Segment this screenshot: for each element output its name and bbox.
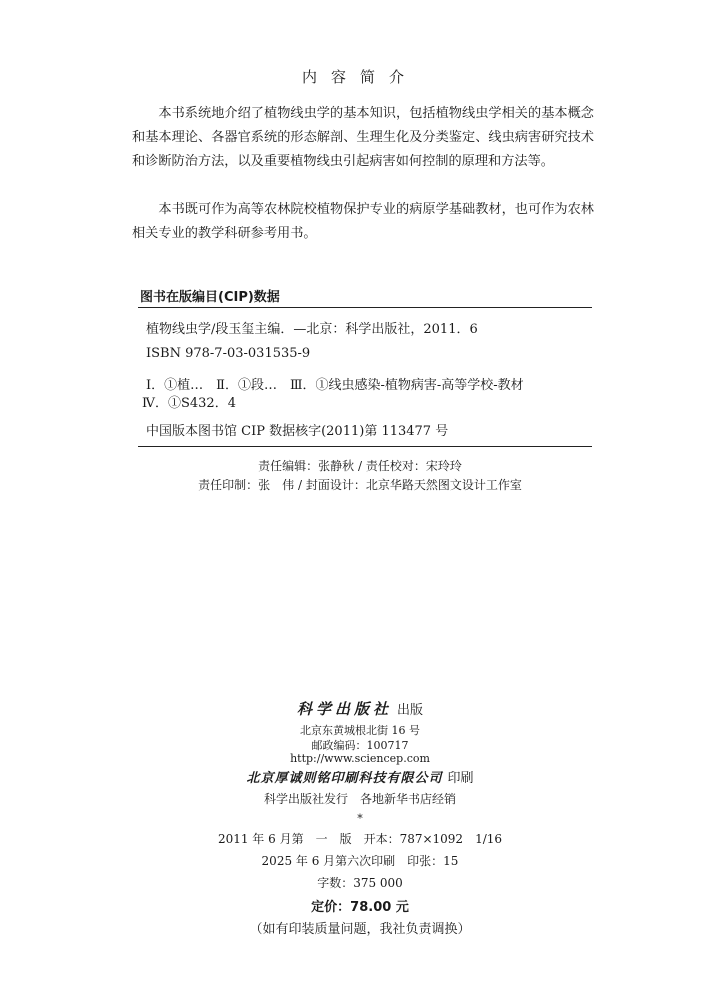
price: 定价：78.00 元 [311, 900, 409, 915]
cip-isbn: ISBN 978-7-03-031535-9 [146, 346, 311, 361]
publisher-name: 科学出版社 [296, 700, 392, 718]
publisher-action: 出版 [397, 703, 424, 718]
cip-heading: 图书在版编目(CIP)数据 [140, 290, 280, 305]
credits-line-2: 责任印制：张 伟 / 封面设计：北京华路天然图文设计工作室 [198, 478, 522, 492]
cip-title-line: 植物线虫学/段玉玺主编．—北京：科学出版社，2011．6 [146, 322, 478, 337]
publisher-postcode: 邮政编码：100717 [311, 739, 409, 752]
publisher-url: http://www.sciencep.com [290, 752, 430, 765]
intro-title: 内容简介 [301, 68, 418, 86]
cip-classification-1: Ⅰ．①植… Ⅱ．①段… Ⅲ．①线虫感染-植物病害-高等学校-教材 [146, 378, 524, 393]
edition-info: 2011 年 6 月第 一 版 开本：787×1092 1/16 [217, 832, 503, 846]
printer-name: 北京厚诚则铭印刷科技有限公司 [246, 771, 443, 786]
printer-line [0, 767, 720, 786]
printing-info: 2025 年 6 月第六次印刷 印张：15 [261, 854, 459, 868]
credits-line-1: 责任编辑：张静秋 / 责任校对：宋玲玲 [258, 459, 462, 473]
publisher-address: 北京东黄城根北街 16 号 [300, 724, 420, 737]
printer-action: 印刷 [447, 771, 474, 786]
word-count: 字数：375 000 [317, 876, 403, 890]
quality-note: （如有印装质量问题，我社负责调换） [249, 922, 471, 937]
cip-top-rule [138, 307, 592, 308]
cip-number: 中国版本图书馆 CIP 数据核字(2011)第 113477 号 [146, 424, 449, 439]
cip-classification-2: Ⅳ．①S432．4 [142, 396, 236, 411]
publisher-line [0, 698, 720, 719]
intro-paragraph-1: 本书系统地介绍了植物线虫学的基本知识，包括植物线虫学相关的基本概念和基本理论、各器官系统的形态解剖、生理生化及分类鉴定、线虫病害研究技术和诊断防治方法，以及重要植物线虫引起病害如何控制的原理和方法等。 [132, 106, 594, 169]
intro-paragraph-2: 本书既可作为高等农林院校植物保护专业的病原学基础教材，也可作为农林相关专业的教学科研参考用书。 [132, 202, 594, 241]
cip-bottom-rule [138, 446, 592, 447]
distribution: 科学出版社发行 各地新华书店经销 [263, 792, 456, 806]
separator-asterisk: * [357, 812, 363, 825]
